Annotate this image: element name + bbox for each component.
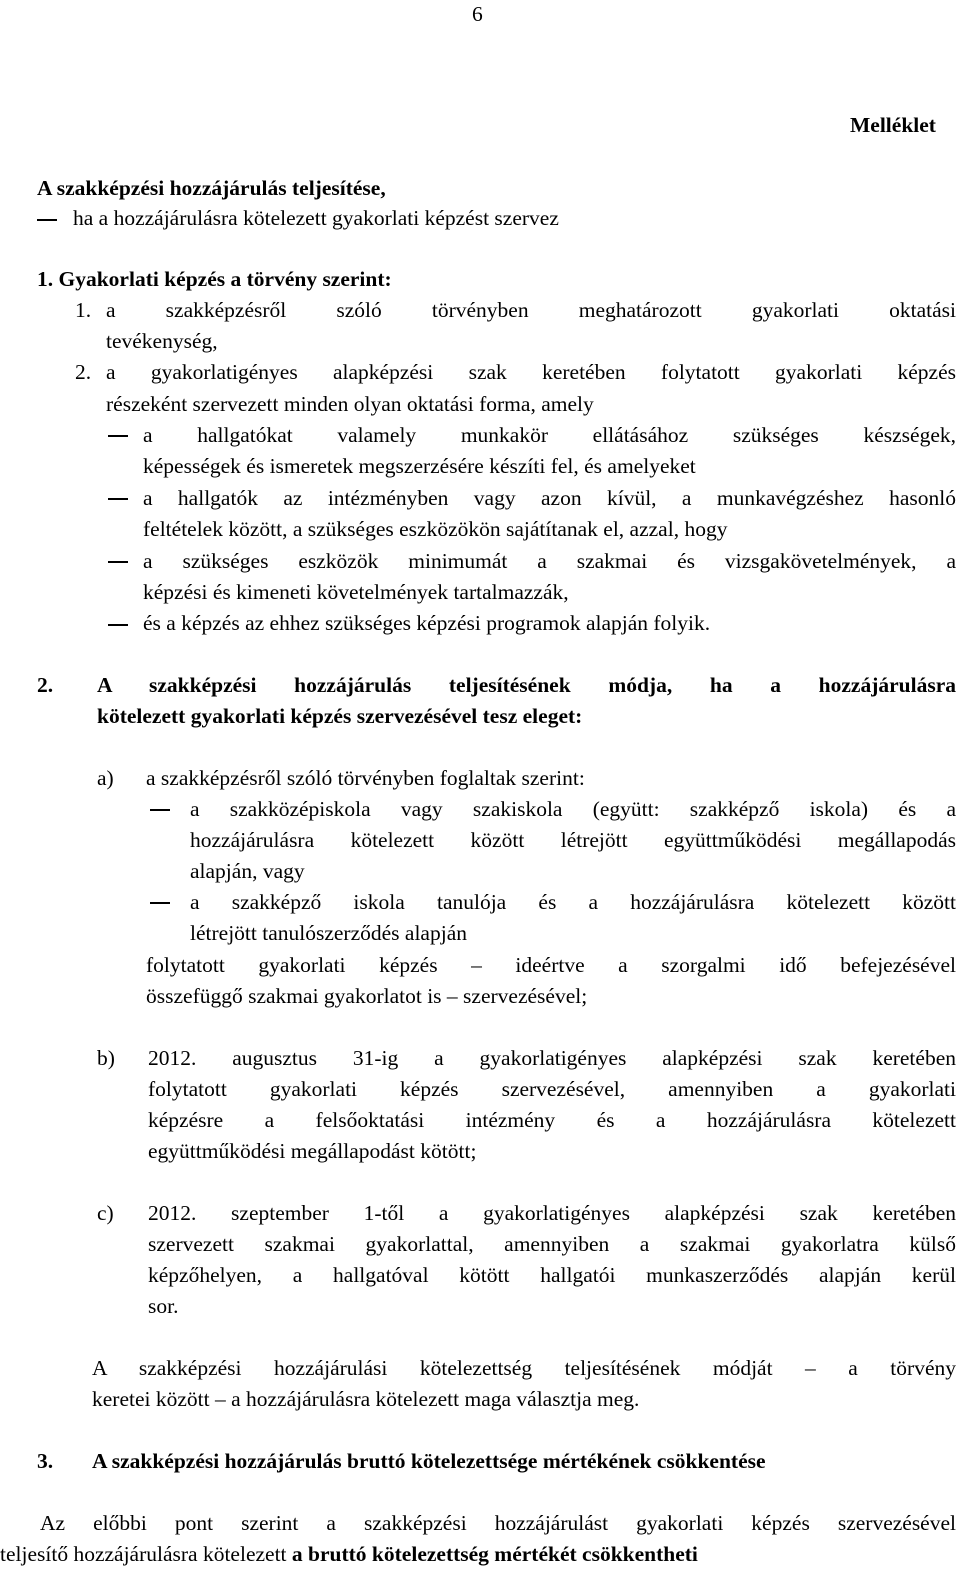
page-number: 6 xyxy=(472,2,483,26)
section1-title: 1. Gyakorlati képzés a törvény szerint: xyxy=(37,267,392,291)
bullet-line: képzési és kimeneti követelmények tartalmazzák, xyxy=(143,580,569,604)
dash-bullet xyxy=(108,498,128,500)
section1-item2-number: 2. xyxy=(75,360,92,384)
section2-title-line2: kötelezett gyakorlati képzés szervezésével tesz eleget: xyxy=(97,704,583,728)
item-c-line: szervezett szakmai gyakorlattal, amennyiben a szakmai gyakorlatra külső xyxy=(148,1232,956,1256)
item-b-label: b) xyxy=(97,1046,115,1070)
section1-item1-line1: a szakképzésről szóló törvényben meghatározott gyakorlati oktatási xyxy=(106,298,956,322)
section2-number: 2. xyxy=(37,673,54,697)
dash-bullet xyxy=(108,624,128,626)
section1-item2-line2: részeként szervezett minden olyan oktatási forma, amely xyxy=(106,392,594,416)
dash-bullet xyxy=(150,902,170,904)
section3-title: A szakképzési hozzájárulás bruttó kötelezettsége mértékének csökkentése xyxy=(92,1449,766,1473)
dash-bullet xyxy=(37,219,57,221)
section1-item2-line1: a gyakorlatigényes alapképzési szak keretében folytatott gyakorlati képzés xyxy=(106,360,956,384)
bullet-line: a hallgatókat valamely munkakör ellátásához szükséges készségek, xyxy=(143,423,956,447)
bullet-line: a szükséges eszközök minimumát a szakmai és vizsgakövetelmények, a xyxy=(143,549,956,573)
item-a-bullet1-line3: alapján, vagy xyxy=(190,859,305,883)
section2-title-line1: A szakképzési hozzájárulás teljesítésének módja, ha a hozzájárulásra xyxy=(97,673,956,697)
item-b-line: képzésre a felsőoktatási intézmény és a hozzájárulásra kötelezett xyxy=(148,1108,956,1132)
item-b-line: 2012. augusztus 31-ig a gyakorlatigényes alapképzési szak keretében xyxy=(148,1046,956,1070)
item-c-line: képzőhelyen, a hallgatóval kötött hallgatói munkaszerződés alapján kerül xyxy=(148,1263,956,1287)
item-a-bullet2-line1: a szakképző iskola tanulója és a hozzájárulásra kötelezett között xyxy=(190,890,956,914)
item-b-line: folytatott gyakorlati képzés szervezésével, amennyiben a gyakorlati xyxy=(148,1077,956,1101)
closing-line2: keretei között – a hozzájárulásra kötelezett maga választja meg. xyxy=(92,1387,640,1411)
heading-subline: ha a hozzájárulásra kötelezett gyakorlati képzést szervez xyxy=(73,206,559,230)
bullet-line: a hallgatók az intézményben vagy azon kívül, a munkavégzéshez hasonló xyxy=(143,486,956,510)
section3-number: 3. xyxy=(37,1449,54,1473)
dash-bullet xyxy=(150,809,170,811)
item-c-line: 2012. szeptember 1-től a gyakorlatigényes alapképzési szak keretében xyxy=(148,1201,956,1225)
item-a-label: a) xyxy=(97,766,114,790)
bullet-line: és a képzés az ehhez szükséges képzési programok alapján folyik. xyxy=(143,611,711,635)
item-a-tail-line1: folytatott gyakorlati képzés – ideértve a szorgalmi idő befejezésével xyxy=(146,953,956,977)
section3-para-line2-bold: a bruttó kötelezettség mértékét csökkentheti xyxy=(291,1542,698,1566)
section1-item1-number: 1. xyxy=(75,298,92,322)
section3-para-line1: Az előbbi pont szerint a szakképzési hozzájárulást gyakorlati képzés szervezésével xyxy=(40,1511,956,1535)
item-c-line: sor. xyxy=(148,1294,179,1318)
item-b-line: együttműködési megállapodást kötött; xyxy=(148,1139,477,1163)
item-a-bullet1-line1: a szakközépiskola vagy szakiskola (együtt: szakképző iskola) és a xyxy=(190,797,956,821)
item-a-bullet2-line2: létrejött tanulószerződés alapján xyxy=(190,921,467,945)
item-a-intro: a szakképzésről szóló törvényben foglaltak szerint: xyxy=(146,766,585,790)
dash-bullet xyxy=(108,561,128,563)
item-a-tail-line2: összefüggő szakmai gyakorlatot is – szervezésével; xyxy=(146,984,588,1008)
annex-label: Melléklet xyxy=(850,113,936,137)
section3-para-line2 xyxy=(0,1542,698,1567)
item-a-bullet1-line2: hozzájárulásra kötelezett között létrejött együttműködési megállapodás xyxy=(190,828,956,852)
section3-para-line2-text: teljesítő hozzájárulásra kötelezett xyxy=(0,1542,292,1566)
section1-item1-line2: tevékenység, xyxy=(106,329,218,353)
document-heading: A szakképzési hozzájárulás teljesítése, xyxy=(37,176,386,200)
bullet-line: feltételek között, a szükséges eszközökön sajátítanak el, azzal, hogy xyxy=(143,517,728,541)
item-c-label: c) xyxy=(97,1201,114,1225)
dash-bullet xyxy=(108,435,128,437)
closing-line1: A szakképzési hozzájárulási kötelezettség teljesítésének módját – a törvény xyxy=(92,1356,956,1380)
bullet-line: képességek és ismeretek megszerzésére készíti fel, és amelyeket xyxy=(143,454,696,478)
